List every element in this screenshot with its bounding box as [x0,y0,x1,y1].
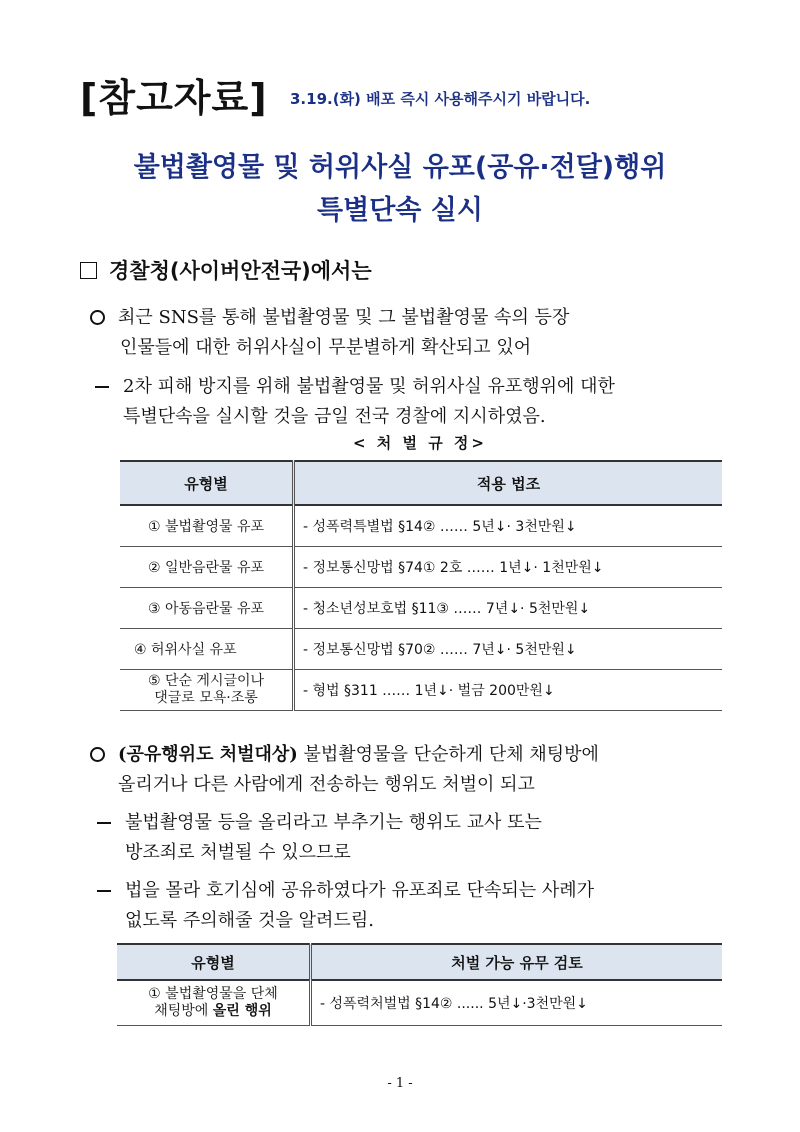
table-cell-type [120,670,294,711]
paragraph-3-line-1 [118,740,730,770]
table-row [117,980,722,1026]
table-row [120,670,722,711]
paragraph-4 [97,808,737,868]
paragraph-2 [95,372,735,432]
penalty-table [120,460,722,711]
table-cell-law: - 형법 §311 …… 1년↓· 벌금 200만원↓ [294,670,723,711]
document-title-line1: 불법촬영물 및 허위사실 유포(공유·전달)행위 [133,152,667,183]
square-bullet-icon [80,262,97,279]
paragraph-5-line-1: 법을 몰라 호기심에 공유하였다가 유포죄로 단속되는 사례가 [125,880,595,901]
paragraph-1-line-1: 최근 SNS를 통해 불법촬영물 및 그 불법촬영물 속의 등장 [118,307,570,328]
table-cell-type-line-1: ⑤ 단순 게시글이나 [147,673,265,689]
dash-bullet-icon [97,822,111,824]
table-2-cell-law: - 성폭력처벌법 §14② ...... 5년↓·3천만원↓ [311,980,723,1026]
dash-bullet-icon [97,890,111,892]
release-note: 3.19.(화) 배포 즉시 사용해주시기 바랍니다. [290,90,591,108]
table-2-cell-type-line-2 [125,1003,301,1020]
circle-bullet-icon [90,310,105,325]
section-heading [80,255,720,285]
table-2-cell-type-line-2-b: 올린 행위 [212,1003,272,1019]
table-row [120,505,722,547]
table-cell-law: - 정보통신망법 §70② …… 7년↓· 5천만원↓ [294,629,723,670]
table-cell-type: ② 일반음란물 유포 [120,547,294,588]
table-2-cell-type [117,980,311,1026]
circle-bullet-icon [90,747,105,762]
paragraph-2-line-1: 2차 피해 방지를 위해 불법촬영물 및 허위사실 유포행위에 대한 [123,376,615,397]
reference-tag: [참고자료] [80,76,268,120]
table-cell-law: - 정보통신망법 §74① 2호 …… 1년↓· 1천만원↓ [294,547,723,588]
sharing-penalty-table [117,943,722,1026]
table-row [120,547,722,588]
table-header-type: 유형별 [120,461,294,505]
paragraph-3 [90,740,730,800]
table-cell-law: - 성폭력특별법 §14② …… 5년↓· 3천만원↓ [294,505,723,547]
table-cell-law: - 청소년성보호법 §11③ …… 7년↓· 5천만원↓ [294,588,723,629]
table-2-header-type: 유형별 [117,944,311,980]
table-header-law: 적용 법조 [294,461,723,505]
paragraph-1-line-2: 인물들에 대한 허위사실이 무분별하게 확산되고 있어 [120,337,532,358]
table-2-cell-type-line-2-a: 채팅방에 [154,1003,213,1019]
paragraph-3-line-1-text: 불법촬영물을 단순하게 단체 채팅방에 [297,744,599,765]
table-cell-type: ③ 아동음란물 유포 [120,588,294,629]
table-2-header-review: 처벌 가능 유무 검토 [311,944,723,980]
paragraph-1 [90,303,730,363]
paragraph-3-bold: (공유행위도 처벌대상) [118,744,298,765]
paragraph-3-line-2: 올리거나 다른 사람에게 전송하는 행위도 처벌이 되고 [118,774,535,795]
document-title-line2: 특별단속 실시 [317,195,483,226]
paragraph-4-line-2: 방조죄로 처벌될 수 있으므로 [125,842,351,863]
paragraph-5-line-2: 없도록 주의해줄 것을 알려드림. [125,910,374,931]
dash-bullet-icon [95,386,109,388]
paragraph-4-line-1: 불법촬영물 등을 올리라고 부추기는 행위도 교사 또는 [125,812,542,833]
table-row [120,588,722,629]
table-2-cell-type-line-1: ① 불법촬영물을 단체 [148,986,278,1002]
table-row [120,629,722,670]
table-cell-type: ① 불법촬영물 유포 [120,505,294,547]
table-cell-type: ④ 허위사실 유포 [120,629,294,670]
page-number: - 1 - [387,1076,413,1091]
section-heading-text: 경찰청(사이버안전국)에서는 [109,259,372,283]
table-cell-type-line-2: 댓글로 모욕·조롱 [154,690,258,706]
header [80,70,740,130]
table-1-caption: < 처 벌 규 정> [353,434,487,452]
paragraph-5 [97,876,737,936]
paragraph-2-line-2: 특별단속을 실시할 것을 금일 전국 경찰에 지시하였음. [123,406,546,427]
